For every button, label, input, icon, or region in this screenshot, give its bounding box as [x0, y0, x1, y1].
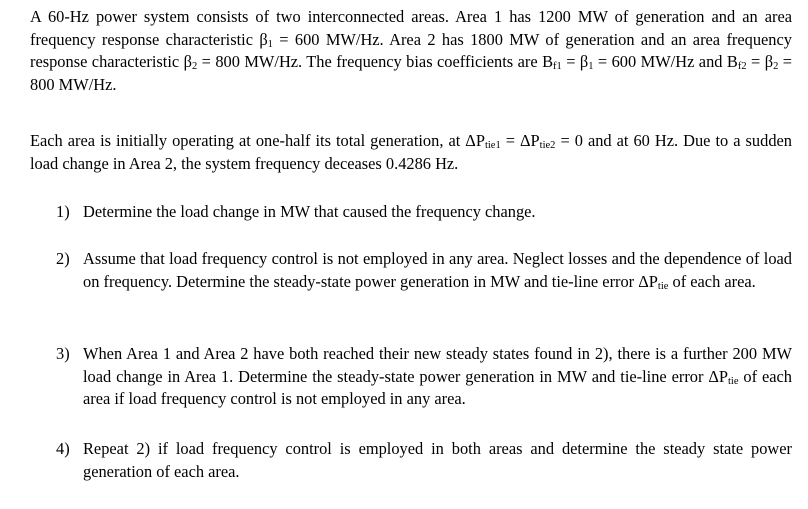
question-number: 4) [56, 439, 70, 458]
question-number: 1) [56, 202, 70, 221]
question-number: 3) [56, 344, 70, 363]
question-item [56, 248, 792, 293]
question-item [56, 343, 792, 411]
question-item [56, 438, 792, 483]
question-number: 2) [56, 249, 70, 268]
problem-statement-paragraph: A 60-Hz power system consists of two interconnected areas. Area 1 has 1200 MW of generation and an area frequency response characteristic $\beta_1 = 600$ MW/Hz. Area 2 has 1800 MW of generation and an area frequency response characteristic $\beta_2 = 800$ MW/Hz. The frequency bias coefficients are $B_{f1} = \beta_1 = 600$ MW/Hz and $B_{f2} = \beta_2 = 800$ MW/Hz. [30, 7, 792, 94]
question-item [56, 201, 792, 224]
question-text: Repeat 2) if load frequency control is employed in both areas and determine the steady state power generation of each area. [83, 439, 792, 481]
question-text: Determine the load change in MW that caused the frequency change. [83, 202, 536, 221]
question-text: When Area 1 and Area 2 have both reached their new steady states found in 2), there is a further 200 MW load change in Area 1. Determine the steady-state power generation in MW and tie-line error $\Delta P_{tie}$ of each area if load frequency control is not employed in any area. [83, 344, 793, 409]
initial-condition-paragraph: Each area is initially operating at one-half its total generation, at $\Delta P_{tie1} = \Delta P_{tie2} = 0$ and at 60 Hz. Due to a sudden load change in Area 2, the system frequency deceases 0.4286 Hz. [30, 131, 792, 173]
question-text: Assume that load frequency control is not employed in any area. Neglect losses and the dependence of load on frequency. Determine the steady-state power generation in MW and tie-line error $\Delta P_{tie}$ of each area. [83, 249, 792, 292]
